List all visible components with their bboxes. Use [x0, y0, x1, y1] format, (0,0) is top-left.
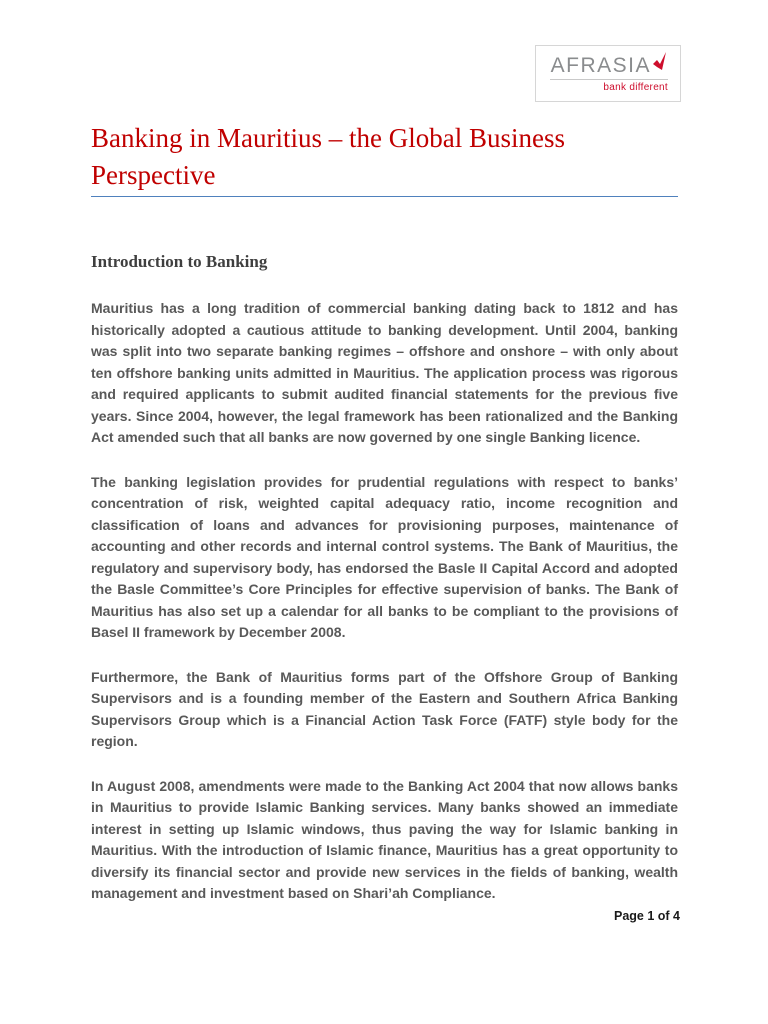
page-number: Page 1 of 4	[614, 909, 680, 923]
body-content	[91, 298, 678, 928]
logo-swoosh-icon	[653, 52, 668, 77]
logo-divider	[550, 79, 668, 80]
logo-tagline: bank different	[603, 82, 668, 93]
page-title: Banking in Mauritius – the Global Business Perspective	[91, 123, 565, 190]
logo-brand-row	[551, 55, 668, 77]
logo-brand-text: AFRASIA	[550, 54, 651, 77]
paragraph-supervisors: Furthermore, the Bank of Mauritius forms part of the Offshore Group of Banking Supervisors and is a founding member of the Eastern and Southern Africa Banking Supervisors Group which is a Financial Action Task Force (FATF) style body for the region.	[91, 668, 678, 749]
paragraph-intro-history: Mauritius has a long tradition of commercial banking dating back to 1812 and has historically adopted a cautious attitude to banking development. Until 2004, banking was split into two separate banking regimes – offshore and onshore – with only about ten offshore banking units admitted in Mauritius. The application process was rigorous and required applicants to submit audited financial statements for the previous five years. Since 2004, however, the legal framework has been rationalized and the Banking Act amended such that all banks are now governed by one single Banking licence.	[91, 300, 678, 445]
section-heading: Introduction to Banking	[91, 252, 268, 271]
paragraph-islamic-banking: In August 2008, amendments were made to the Banking Act 2004 that now allows banks in Mauritius to provide Islamic Banking services. Many banks showed an immediate interest in setting up Islamic windows, thus paving the way for Islamic banking in Mauritius. With the introduction of Islamic finance, Mauritius has a great opportunity to diversify its financial sector and provide new services in the fields of banking, wealth management and investment based on Shari’ah Compliance.	[91, 777, 678, 901]
paragraph-legislation: The banking legislation provides for prudential regulations with respect to banks’ concentration of risk, weighted capital adequacy ratio, income recognition and classification of loans and advances for provisioning purposes, maintenance of accounting and other records and internal control systems. The Bank of Mauritius, the regulatory and supervisory body, has endorsed the Basle II Capital Accord and adopted the Basle Committee’s Core Principles for effective supervision of banks. The Bank of Mauritius has also set up a calendar for all banks to be compliant to the provisions of Basel II framework by December 2008.	[91, 473, 678, 640]
afrasia-logo	[535, 45, 681, 102]
title-underline-rule	[91, 196, 678, 197]
